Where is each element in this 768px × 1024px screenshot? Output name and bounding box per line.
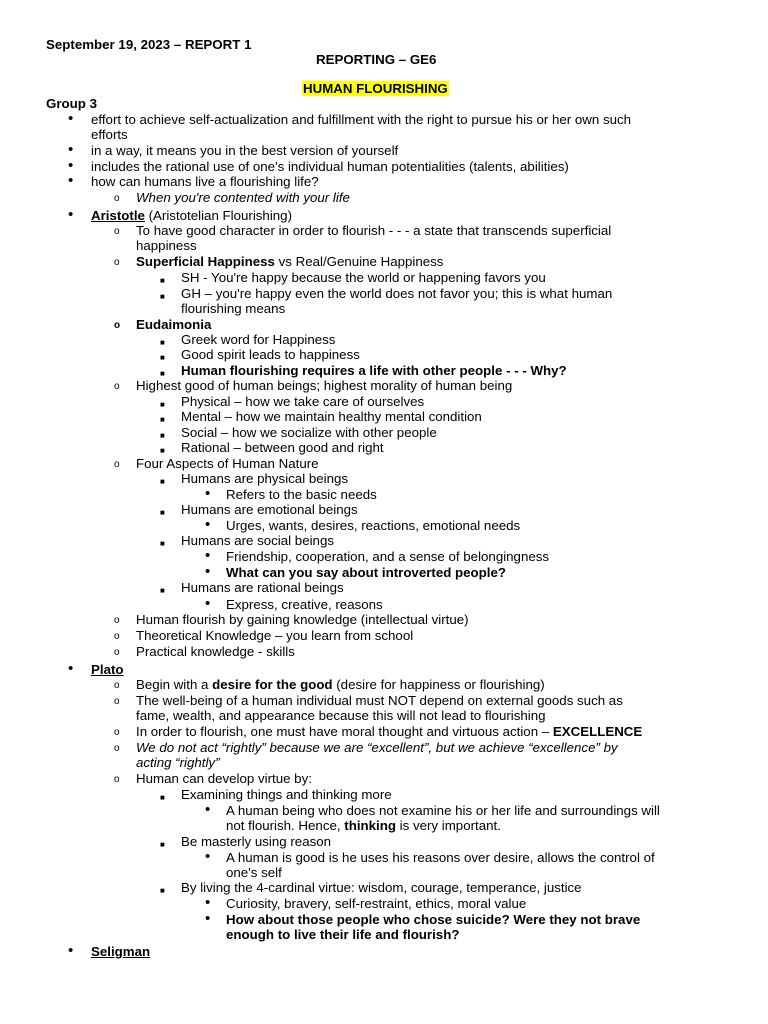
list-level4-item: How about those people who chose suicide? Were they not brave	[226, 912, 641, 927]
square-bullet-icon: ■	[160, 840, 165, 849]
superficial-happiness-rest: vs Real/Genuine Happiness	[274, 254, 444, 269]
list-level4-item-cont: one's self	[226, 865, 282, 880]
list-level4-item: What can you say about introverted people?	[226, 565, 507, 580]
list-subsubitem: By living the 4-cardinal virtue: wisdom, courage, temperance, justice	[181, 880, 582, 895]
square-bullet-icon: ■	[160, 446, 165, 455]
list-level4-item: Urges, wants, desires, reactions, emotional needs	[226, 518, 521, 533]
bullet-icon: •	[205, 516, 211, 533]
list-subitem: Four Aspects of Human Nature	[136, 456, 319, 471]
bullet-icon: •	[68, 660, 74, 677]
square-bullet-icon: ■	[160, 431, 165, 440]
seligman-heading: Seligman	[91, 944, 151, 959]
text-span: Begin with a	[136, 677, 213, 692]
list-subitem	[136, 677, 545, 692]
list-subsubitem: Examining things and thinking more	[181, 787, 392, 802]
list-subitem: Practical knowledge - skills	[136, 644, 295, 659]
bullet-icon: •	[205, 848, 211, 865]
bullet-icon: •	[68, 141, 74, 158]
excellence-bold: EXCELLENCE	[552, 724, 643, 739]
plato-heading: Plato	[91, 662, 124, 677]
circle-bullet-icon: o	[114, 727, 120, 738]
circle-bullet-icon: o	[114, 381, 120, 392]
square-bullet-icon: ■	[160, 400, 165, 409]
list-subitem: Human can develop virtue by:	[136, 771, 312, 786]
list-subitem: We do not act “rightly” because we are “excellent”, but we achieve “excellence” by	[136, 740, 618, 755]
text-span: not flourish. Hence,	[226, 818, 345, 833]
list-level4-item: A human is good is he uses his reasons over desire, allows the control of	[226, 850, 655, 865]
bullet-icon: •	[205, 485, 211, 502]
list-level4-item: Express, creative, reasons	[226, 597, 383, 612]
square-bullet-icon: ■	[160, 369, 165, 378]
list-level4-item-cont: enough to live their life and flourish?	[226, 927, 460, 942]
bullet-icon: •	[68, 206, 74, 223]
circle-bullet-icon: o	[114, 320, 121, 331]
list-subsubitem: Social – how we socialize with other people	[181, 425, 437, 440]
text-span: is very important.	[395, 818, 501, 833]
list-subitem: To have good character in order to flourish - - - a state that transcends superficial	[136, 223, 612, 238]
list-subsubitem-cont: flourishing means	[181, 301, 286, 316]
group-label: Group 3	[46, 96, 97, 111]
square-bullet-icon: ■	[160, 793, 165, 802]
list-level4-item-cont	[226, 818, 501, 833]
list-subitem: Highest good of human beings; highest morality of human being	[136, 378, 513, 393]
square-bullet-icon: ■	[160, 415, 165, 424]
list-subsubitem: Good spirit leads to happiness	[181, 347, 360, 362]
square-bullet-icon: ■	[160, 338, 165, 347]
list-item: includes the rational use of one's individual human potentialities (talents, abilities)	[91, 159, 569, 174]
list-subitem: Theoretical Knowledge – you learn from school	[136, 628, 414, 643]
list-subsubitem: Humans are rational beings	[181, 580, 344, 595]
list-item: in a way, it means you in the best version of yourself	[91, 143, 399, 158]
circle-bullet-icon: o	[114, 615, 120, 626]
text-span: (desire for happiness or flourishing)	[332, 677, 545, 692]
circle-bullet-icon: o	[114, 647, 120, 658]
list-subsubitem: GH – you're happy even the world does not favor you; this is what human	[181, 286, 613, 301]
bullet-icon: •	[68, 172, 74, 189]
circle-bullet-icon: o	[114, 774, 120, 785]
superficial-happiness-bold: Superficial Happiness	[136, 254, 275, 269]
list-subitem	[136, 724, 642, 739]
aristotle-suffix: (Aristotelian Flourishing)	[144, 208, 292, 223]
list-subitem: The well-being of a human individual must NOT depend on external goods such as	[136, 693, 623, 708]
reporting-title: REPORTING – GE6	[316, 52, 437, 67]
square-bullet-icon: ■	[160, 353, 165, 362]
aristotle-name: Aristotle	[91, 208, 145, 223]
list-subitem-cont: happiness	[136, 238, 197, 253]
list-level4-item: A human being who does not examine his or her life and surroundings will	[226, 803, 660, 818]
list-subitem	[136, 254, 443, 269]
list-level4-item: Friendship, cooperation, and a sense of belongingness	[226, 549, 550, 564]
bullet-icon: •	[68, 942, 74, 959]
thinking-bold: thinking	[344, 818, 396, 833]
page-title	[302, 81, 449, 96]
list-subitem: Human flourish by gaining knowledge (intellectual virtue)	[136, 612, 469, 627]
square-bullet-icon: ■	[160, 539, 165, 548]
square-bullet-icon: ■	[160, 886, 165, 895]
circle-bullet-icon: o	[114, 193, 120, 204]
list-level4-item: Curiosity, bravery, self-restraint, ethics, moral value	[226, 896, 527, 911]
bullet-icon: •	[205, 910, 211, 927]
circle-bullet-icon: o	[114, 226, 120, 237]
bullet-icon: •	[205, 595, 211, 612]
text-span: In order to flourish, one must have moral thought and virtuous action –	[136, 724, 553, 739]
list-subsubitem: Humans are physical beings	[181, 471, 349, 486]
circle-bullet-icon: o	[114, 631, 120, 642]
eudaimonia-heading: Eudaimonia	[136, 317, 212, 332]
topic-highlight: HUMAN FLOURISHING	[303, 81, 448, 96]
list-subsubitem: Rational – between good and right	[181, 440, 384, 455]
circle-bullet-icon: o	[114, 743, 120, 754]
list-subsubitem: Be masterly using reason	[181, 834, 332, 849]
list-subsubitem: Humans are emotional beings	[181, 502, 358, 517]
list-subsubitem: Physical – how we take care of ourselves	[181, 394, 425, 409]
list-subsubitem: SH - You're happy because the world or happening favors you	[181, 270, 546, 285]
bullet-icon: •	[205, 894, 211, 911]
circle-bullet-icon: o	[114, 459, 120, 470]
square-bullet-icon: ■	[160, 276, 165, 285]
list-subsubitem: Greek word for Happiness	[181, 332, 336, 347]
bullet-icon: •	[68, 157, 74, 174]
list-subitem-cont: fame, wealth, and appearance because this will not lead to flourishing	[136, 708, 546, 723]
bullet-icon: •	[205, 547, 211, 564]
list-subsubitem: Human flourishing requires a life with other people - - - Why?	[181, 363, 567, 378]
circle-bullet-icon: o	[114, 680, 120, 691]
square-bullet-icon: ■	[160, 292, 165, 301]
list-subitem-cont: acting “rightly”	[136, 755, 220, 770]
circle-bullet-icon: o	[114, 696, 120, 707]
list-subsubitem: Humans are social beings	[181, 533, 334, 548]
square-bullet-icon: ■	[160, 477, 165, 486]
list-subsubitem: Mental – how we maintain healthy mental condition	[181, 409, 482, 424]
bullet-icon: •	[205, 563, 211, 580]
list-item-cont: efforts	[91, 127, 128, 142]
square-bullet-icon: ■	[160, 508, 165, 517]
list-item: how can humans live a flourishing life?	[91, 174, 319, 189]
report-date-title: September 19, 2023 – REPORT 1	[46, 37, 252, 52]
bullet-icon: •	[68, 110, 74, 127]
aristotle-heading	[91, 208, 292, 223]
desire-for-good-bold: desire for the good	[212, 677, 333, 692]
list-level4-item: Refers to the basic needs	[226, 487, 377, 502]
square-bullet-icon: ■	[160, 586, 165, 595]
bullet-icon: •	[205, 801, 211, 818]
circle-bullet-icon: o	[114, 257, 120, 268]
list-item: effort to achieve self-actualization and fulfillment with the right to pursue his or her own such	[91, 112, 632, 127]
list-subitem: When you're contented with your life	[136, 190, 350, 205]
